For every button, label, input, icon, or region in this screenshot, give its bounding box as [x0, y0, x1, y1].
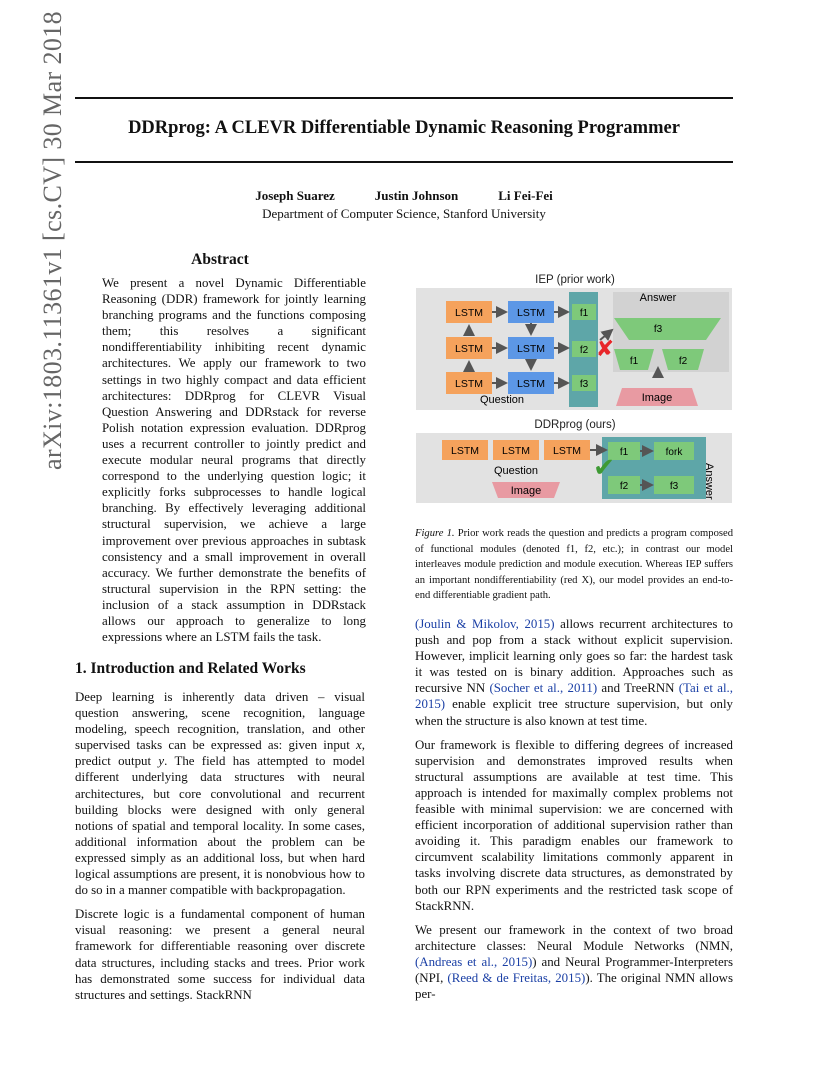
arxiv-sidebar-stamp	[0, 0, 67, 470]
module-label: f3	[653, 324, 663, 335]
text-run: ). The original NMN allows per-	[415, 970, 733, 1002]
paragraph: Our framework is flexible to differing degrees of increased supervision and demonstrates improved results when structural assumptions are available at test time. This approach is intended for maximally complex problems not feasible with minimal supervision: we are concerned with efficient incorporation of additional supervision rather than avoiding it. This paradigm enables our framework to circumvent scalability limitations commonly apparent in tasks involving discrete data structures, as demonstrated by both our RPN experiments and the restricted task scope of StackRNN.	[415, 737, 733, 913]
lstm-label: LSTM	[454, 378, 484, 390]
answer-trapezoid	[614, 318, 721, 340]
author-name: Joseph Suarez	[255, 188, 335, 203]
text-run: allows recurrent architectures to push and pop from a stack without explicit supervision. However, implicit learning only goes so far: the hardest task it was tested on is binary addition. Approaches such as recursive NN	[415, 617, 733, 696]
affiliation: Department of Computer Science, Stanford University	[262, 206, 546, 221]
left-column-body	[75, 689, 365, 1011]
caption-label: Figure 1.	[415, 528, 455, 539]
module-label: f2	[678, 356, 688, 367]
lstm-label: LSTM	[454, 307, 484, 319]
arxiv-id: arXiv:1803.11361v1 [cs.CV] 30 Mar 2018	[38, 10, 67, 470]
lstm-label: LSTM	[552, 445, 582, 457]
red-x-icon: ✘	[595, 336, 615, 361]
paragraph	[415, 616, 733, 729]
paragraph	[75, 689, 365, 898]
figure-1-diagram	[416, 270, 732, 503]
ddr-title: DDRprog (ours)	[534, 419, 616, 431]
right-column-body	[415, 616, 733, 1010]
text-run: Deep learning is inherently data driven – visual question answering, scene recognition, language modeling, speech recognition, translation, and other supervised tasks can be expressed as: given input	[75, 690, 365, 753]
paragraph	[415, 922, 733, 1002]
math-var: y	[158, 754, 165, 769]
paragraph: Discrete logic is a fundamental component of human visual reasoning: we present a general neural framework for differentiable reasoning over discrete data structures, including stacks and trees. Prior work has demonstrated some success for individual data structures and settings. StackRNN	[75, 907, 365, 1002]
module-label: f2	[579, 345, 589, 356]
module-label: f3	[669, 481, 679, 492]
answer-vertical-label: Answer	[703, 463, 715, 500]
lstm-label: LSTM	[450, 445, 480, 457]
image-label: Image	[641, 392, 673, 404]
text-run: ) and Neural Programmer-Interpreters (NPI,	[415, 954, 733, 985]
author-list	[75, 188, 733, 204]
answer-label: Answer	[639, 292, 677, 304]
module-label: f3	[579, 379, 589, 390]
text-run: and TreeRNN	[597, 681, 679, 696]
citation-link[interactable]: (Joulin & Mikolov, 2015)	[415, 617, 555, 631]
question-label: Question	[493, 465, 539, 477]
paper-title: DDRprog: A CLEVR Differentiable Dynamic Reasoning Programmer	[128, 118, 680, 138]
figure-1-caption	[415, 526, 733, 604]
check-icon: ✔	[593, 452, 615, 482]
text-run: . The field has attempted to model different underlying data structures with neural architectures, but core convolutional and recurrent building blocks were designed with only general notions of spatial and temporal locality. In some cases, additional information about the problem can be expressed simply as an additional loss, but when hard logical assumptions are present, it is nonobvious how to do so in a manner compatible with backpropagation.	[75, 754, 365, 898]
title-bottom-rule	[75, 161, 733, 163]
lstm-label: LSTM	[516, 343, 546, 355]
citation-link[interactable]: (Tai et al., 2015)	[415, 681, 733, 712]
lstm-label: LSTM	[501, 445, 531, 457]
text-run: , predict output	[75, 738, 365, 769]
abstract-heading: Abstract	[191, 251, 249, 268]
author-name: Justin Johnson	[374, 188, 459, 203]
module-label: f2	[619, 481, 629, 492]
lstm-label: LSTM	[516, 307, 546, 319]
question-label: Question	[479, 394, 525, 406]
lstm-label: LSTM	[516, 378, 546, 390]
lstm-label: LSTM	[454, 343, 484, 355]
citation-link[interactable]: (Reed & de Freitas, 2015)	[447, 970, 586, 985]
section-heading: 1. Introduction and Related Works	[75, 660, 306, 677]
title-top-rule	[75, 97, 733, 99]
module-label: f1	[629, 356, 639, 367]
abstract-text: We present a novel Dynamic Differentiable Reasoning (DDR) framework for jointly learning branching programs and the functions composing them; this resolves a significant nondifferentiability inhibiting recent dynamic architectures. We apply our framework to two settings in two highly compact and data efficient architectures: DDRprog for CLEVR Visual Question Answering and DDRstack for reverse Polish notation expression evaluation. DDRprog uses a recurrent controller to jointly predict and execute modular neural programs that directly correspond to the underlying question logic; it explicitly forks subprocesses to handle logical branching. By effectively leveraging additional structural supervision, we achieve a large improvement over previous approaches in subtask consistency and a small improvement in overall accuracy. We further demonstrate the benefits of structural supervision in the RPN setting: the inclusion of a stack assumption in DDRstack allows our approach to generalize to long expressions where an LSTM fails the task.	[102, 276, 366, 645]
module-label: fork	[665, 447, 683, 458]
caption-text: Prior work reads the question and predicts a program composed of functional modules (denoted f1, f2, etc.); in contrast our model interleaves module prediction and module execution. Whereas IEP suffers an important nondifferentiability (red X), our model provides an end-to-end differentiable gradient path.	[415, 528, 733, 602]
citation-link[interactable]: (Andreas et al., 2015)	[415, 954, 533, 969]
author-name: Li Fei-Fei	[498, 188, 553, 203]
math-var: x	[356, 738, 362, 753]
image-label: Image	[510, 485, 542, 497]
iep-title: IEP (prior work)	[535, 274, 615, 286]
module-label: f1	[619, 447, 629, 458]
text-run: We present our framework in the context of two broad architecture classes: Neural Module Networks (NMN,	[415, 922, 733, 953]
text-run: enable explicit tree structure supervision, but only when the structure is also known at test time.	[415, 697, 733, 728]
citation-link[interactable]: (Socher et al., 2011)	[489, 681, 598, 696]
module-label: f1	[579, 308, 589, 319]
